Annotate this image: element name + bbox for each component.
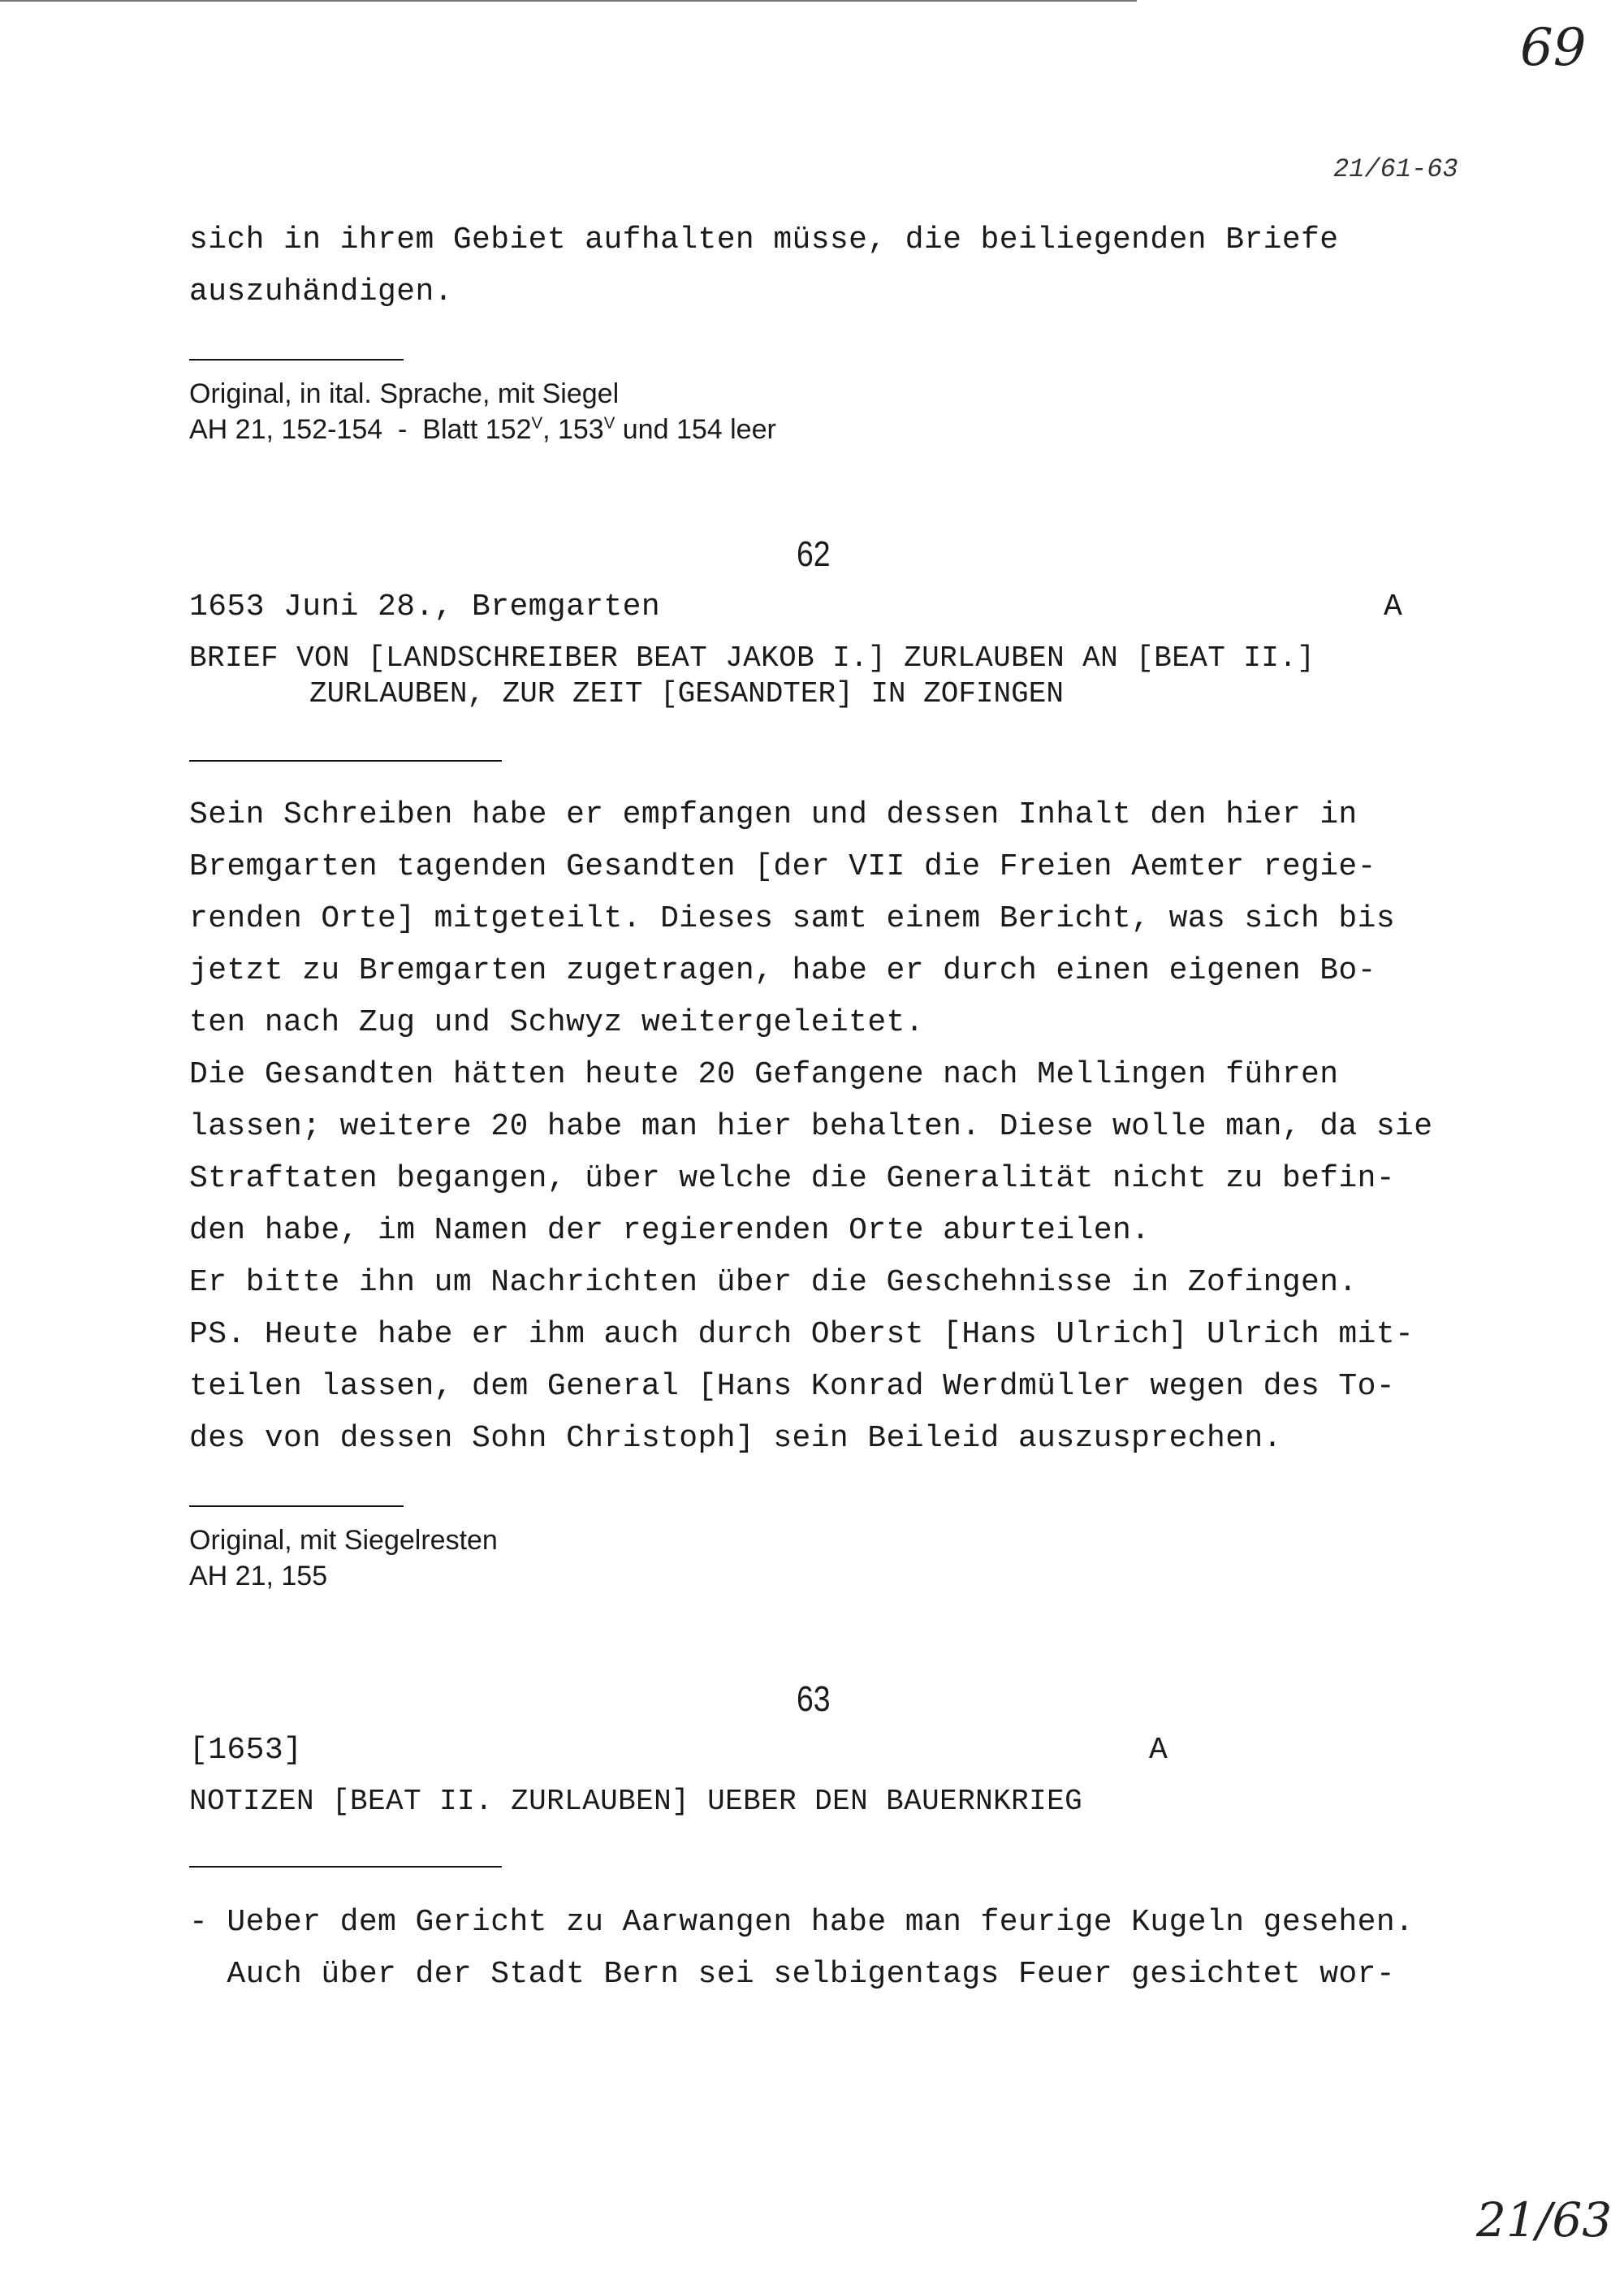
handwritten-page-number: 69 xyxy=(1520,18,1587,78)
body-line: Auch über der Stadt Bern sei selbigentags Feuer gesichtet wor- xyxy=(189,1957,1396,1992)
scan-top-edge xyxy=(0,0,1137,2)
section-divider xyxy=(189,359,404,361)
body-line: ten nach Zug und Schwyz weitergeleitet. xyxy=(189,1005,924,1040)
body-line: Er bitte ihn um Nachrichten über die Geschehnisse in Zofingen. xyxy=(189,1265,1358,1300)
entry-date-place: 1653 Juni 28., Bremgarten xyxy=(189,589,661,624)
section-divider xyxy=(189,760,502,762)
body-line: Straftaten begangen, über welche die Generalität nicht zu befin- xyxy=(189,1161,1396,1196)
continuation-line: sich in ihrem Gebiet aufhalten müsse, die beiliegenden Briefe xyxy=(189,222,1339,257)
handwritten-footer: 21/63 xyxy=(1476,2192,1613,2248)
section-divider xyxy=(189,1866,502,1868)
body-line: teilen lassen, dem General [Hans Konrad Werdmüller wegen des To- xyxy=(189,1369,1396,1404)
body-line: des von dessen Sohn Christoph] sein Beileid auszusprechen. xyxy=(189,1421,1282,1456)
entry-title: ZURLAUBEN, ZUR ZEIT [GESANDTER] IN ZOFINGEN xyxy=(309,677,1064,710)
entry-date-place: [1653] xyxy=(189,1733,303,1768)
entry-marker: A xyxy=(1149,1733,1168,1768)
body-line: PS. Heute habe er ihm auch durch Oberst [Hans Ulrich] Ulrich mit- xyxy=(189,1317,1415,1352)
body-line: Die Gesandten hätten heute 20 Gefangene nach Mellingen führen xyxy=(189,1057,1339,1092)
folio-reference: 21/61-63 xyxy=(1333,154,1458,184)
body-line: lassen; weitere 20 habe man hier behalten. Diese wolle man, da sie xyxy=(189,1109,1433,1144)
body-line: renden Orte] mitgeteilt. Dieses samt einem Bericht, was sich bis xyxy=(189,901,1396,936)
section-divider xyxy=(189,1505,404,1507)
source-note: AH 21, 152-154 - Blatt $152^V$, $153^V$ und 154 leer xyxy=(189,414,776,445)
entry-marker: A xyxy=(1384,589,1402,624)
body-line: - Ueber dem Gericht zu Aarwangen habe man feurige Kugeln gesehen. xyxy=(189,1905,1415,1940)
source-note: Original, mit Siegelresten xyxy=(189,1525,498,1556)
continuation-line: auszuhändigen. xyxy=(189,274,453,309)
source-note: AH 21, 155 xyxy=(189,1561,328,1591)
source-note: Original, in ital. Sprache, mit Siegel xyxy=(189,378,620,409)
entry-number: 62 xyxy=(797,534,831,574)
body-line: den habe, im Namen der regierenden Orte aburteilen. xyxy=(189,1213,1151,1248)
entry-number: 63 xyxy=(797,1679,831,1719)
entry-title: NOTIZEN [BEAT II. ZURLAUBEN] UEBER DEN BAUERNKRIEG xyxy=(189,1785,1083,1818)
body-line: jetzt zu Bremgarten zugetragen, habe er durch einen eigenen Bo- xyxy=(189,953,1376,988)
body-line: Sein Schreiben habe er empfangen und dessen Inhalt den hier in xyxy=(189,797,1358,832)
body-line: Bremgarten tagenden Gesandten [der VII die Freien Aemter regie- xyxy=(189,849,1376,884)
entry-title: BRIEF VON [LANDSCHREIBER BEAT JAKOB I.] ZURLAUBEN AN [BEAT II.] xyxy=(189,641,1315,675)
